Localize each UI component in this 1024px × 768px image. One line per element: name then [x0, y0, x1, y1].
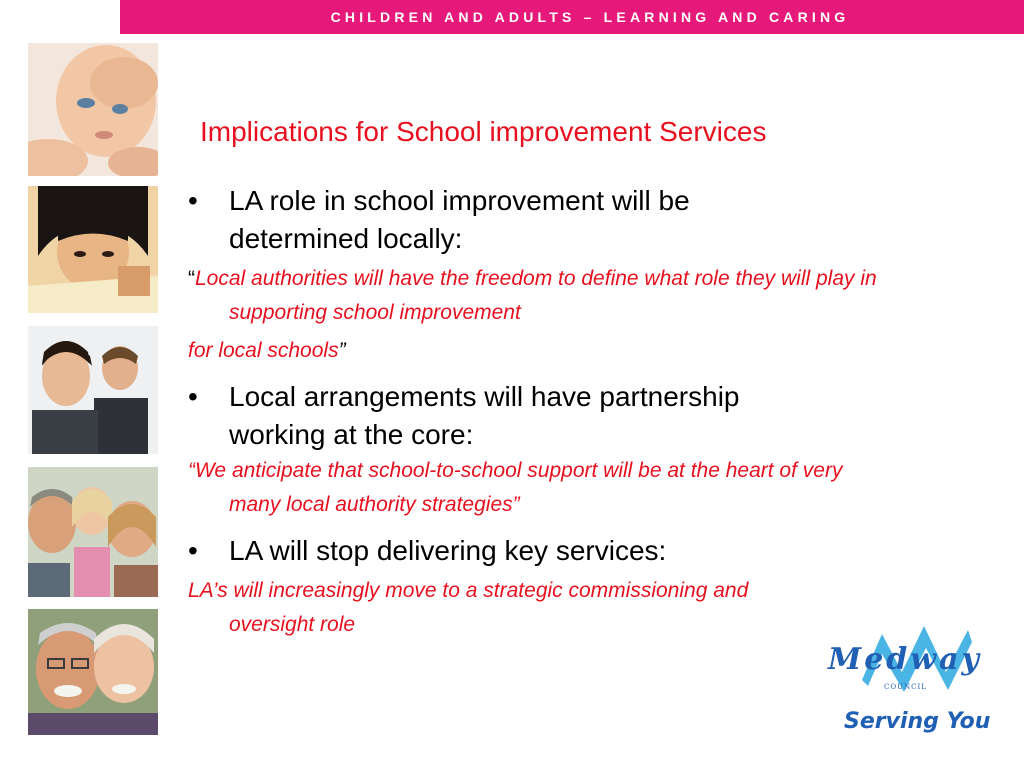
slide-title: Implications for School improvement Services — [200, 116, 767, 147]
family-photo — [28, 467, 158, 597]
baby-photo — [28, 43, 158, 176]
slide-content — [188, 182, 898, 642]
quote-close-mark: ” — [338, 339, 346, 362]
teenagers-photo — [28, 326, 158, 454]
bullet-text-line: LA will stop delivering key services: — [229, 535, 667, 566]
bullet-point — [188, 532, 898, 570]
child-reading-photo — [28, 186, 158, 313]
header-banner-text: CHILDREN AND ADULTS – LEARNING AND CARING — [330, 9, 850, 25]
quote-text: “We anticipate that school-to-school support will be at the heart of very many local authority strategies” — [188, 459, 843, 516]
quote-text — [188, 262, 898, 368]
medway-logo — [822, 620, 994, 740]
logo-council-label: COUNCIL — [884, 683, 927, 691]
bullet-dot: • — [188, 381, 198, 412]
bullet-text-line: LA role in school improvement will be — [229, 185, 690, 216]
elderly-couple-photo — [28, 609, 158, 735]
bullet-dot: • — [188, 185, 198, 216]
bullet-point — [188, 378, 898, 454]
bullet-dot: • — [188, 535, 198, 566]
quote-body: Local authorities will have the freedom to define what role they will play in supporting school improvement — [195, 267, 877, 324]
logo-tagline: Serving You — [844, 709, 991, 734]
quote-body: for local schools — [188, 339, 339, 362]
bullet-text-line: working at the core: — [229, 419, 474, 450]
logo-wordmark: Medway — [828, 642, 982, 677]
quote-open-mark: “ — [188, 267, 195, 290]
header-banner — [120, 0, 1024, 34]
bullet-text-line: determined locally: — [229, 223, 463, 254]
bullet-text-line: Local arrangements will have partnership — [229, 381, 740, 412]
bullet-point — [188, 182, 898, 258]
quote-text: LA’s will increasingly move to a strategic commissioning and oversight role — [188, 579, 749, 636]
